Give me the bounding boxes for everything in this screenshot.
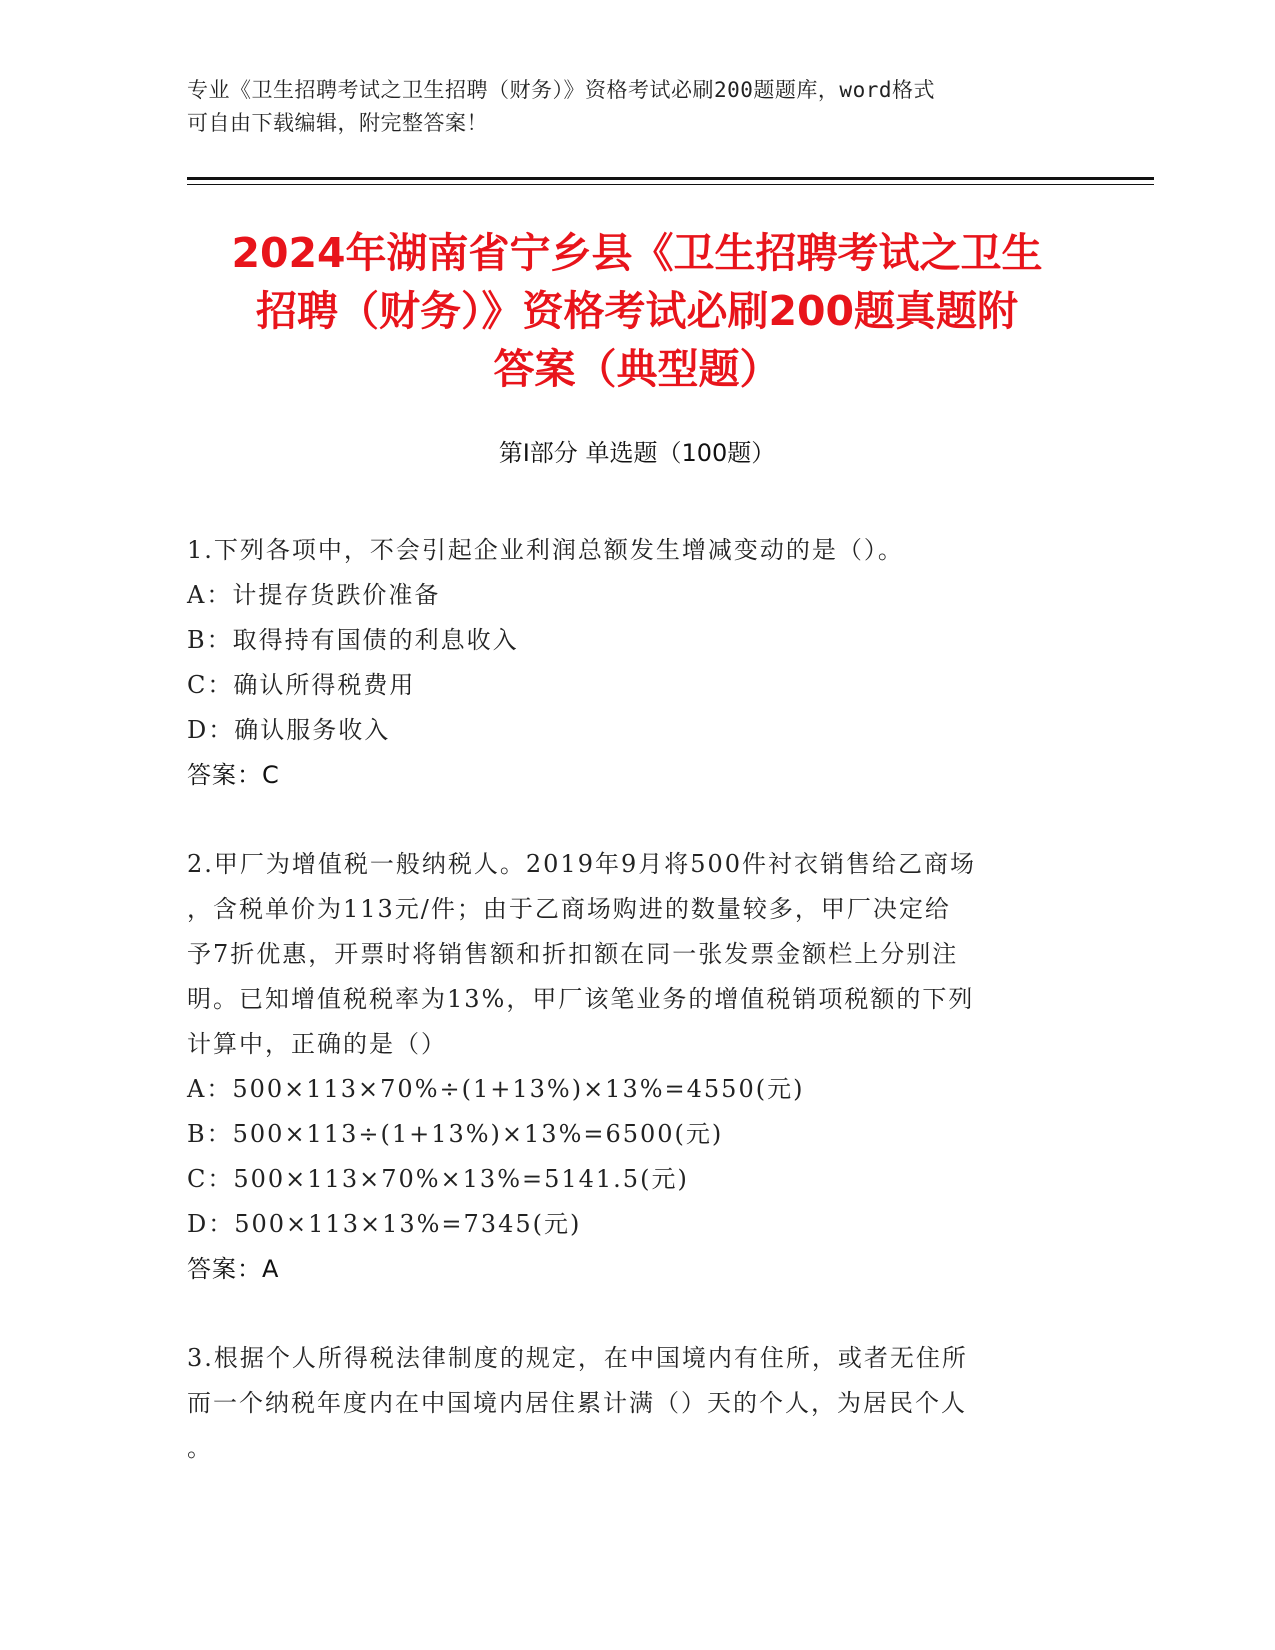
option-c: C：确认所得税费用 [187, 671, 416, 699]
question-stem: 3.根据个人所得税法律制度的规定，在中国境内有住所，或者无住所 [187, 1344, 968, 1372]
question-1 [187, 528, 1067, 798]
question-stem: 明。已知增值税税率为13%，甲厂该笔业务的增值税销项税额的下列 [187, 985, 975, 1013]
option-d: D：500×113×13%=7345(元) [187, 1210, 582, 1238]
header-note-line: 专业《卫生招聘考试之卫生招聘（财务）》资格考试必刷200题题库，word格式 [187, 78, 935, 102]
option-b: B：500×113÷(1+13%)×13%=6500(元) [187, 1120, 724, 1148]
option-a: A：500×113×70%÷(1+13%)×13%=4550(元) [187, 1075, 805, 1103]
section-title: 第Ⅰ部分 单选题（100题） [498, 439, 776, 467]
option-c: C：500×113×70%×13%=5141.5(元) [187, 1165, 689, 1193]
question-stem: 计算中，正确的是（） [187, 1030, 447, 1058]
answer: 答案：A [187, 1255, 280, 1283]
document-title-line: 2024年湖南省宁乡县《卫生招聘考试之卫生 [231, 229, 1043, 277]
header-note-line: 可自由下载编辑，附完整答案！ [187, 111, 488, 135]
option-a: A：计提存货跌价准备 [187, 581, 441, 609]
question-stem: 2.甲厂为增值税一般纳税人。2019年9月将500件衬衣销售给乙商场 [187, 850, 977, 878]
option-d: D：确认服务收入 [187, 716, 391, 744]
question-stem: 1.下列各项中，不会引起企业利润总额发生增减变动的是（）。 [187, 536, 904, 564]
header-note [187, 74, 1067, 140]
answer: 答案：C [187, 761, 280, 789]
option-b: B：取得持有国债的利息收入 [187, 626, 519, 654]
header-rule-thin [187, 184, 1154, 185]
question-stem: 予7折优惠，开票时将销售额和折扣额在同一张发票金额栏上分别注 [187, 940, 959, 968]
question-stem: 而一个纳税年度内在中国境内居住累计满（）天的个人，为居民个人 [187, 1389, 967, 1417]
document-title-line: 招聘（财务）》资格考试必刷200题真题附 [255, 287, 1019, 335]
header-rule-thick [187, 177, 1154, 180]
question-list [187, 528, 1067, 1515]
question-stem: 。 [187, 1434, 213, 1462]
question-2 [187, 842, 1067, 1292]
document-title-line: 答案（典型题） [493, 345, 781, 393]
question-3 [187, 1336, 1067, 1471]
question-stem: ，含税单价为113元/件；由于乙商场购进的数量较多，甲厂决定给 [187, 895, 951, 923]
document-title [187, 224, 1087, 398]
